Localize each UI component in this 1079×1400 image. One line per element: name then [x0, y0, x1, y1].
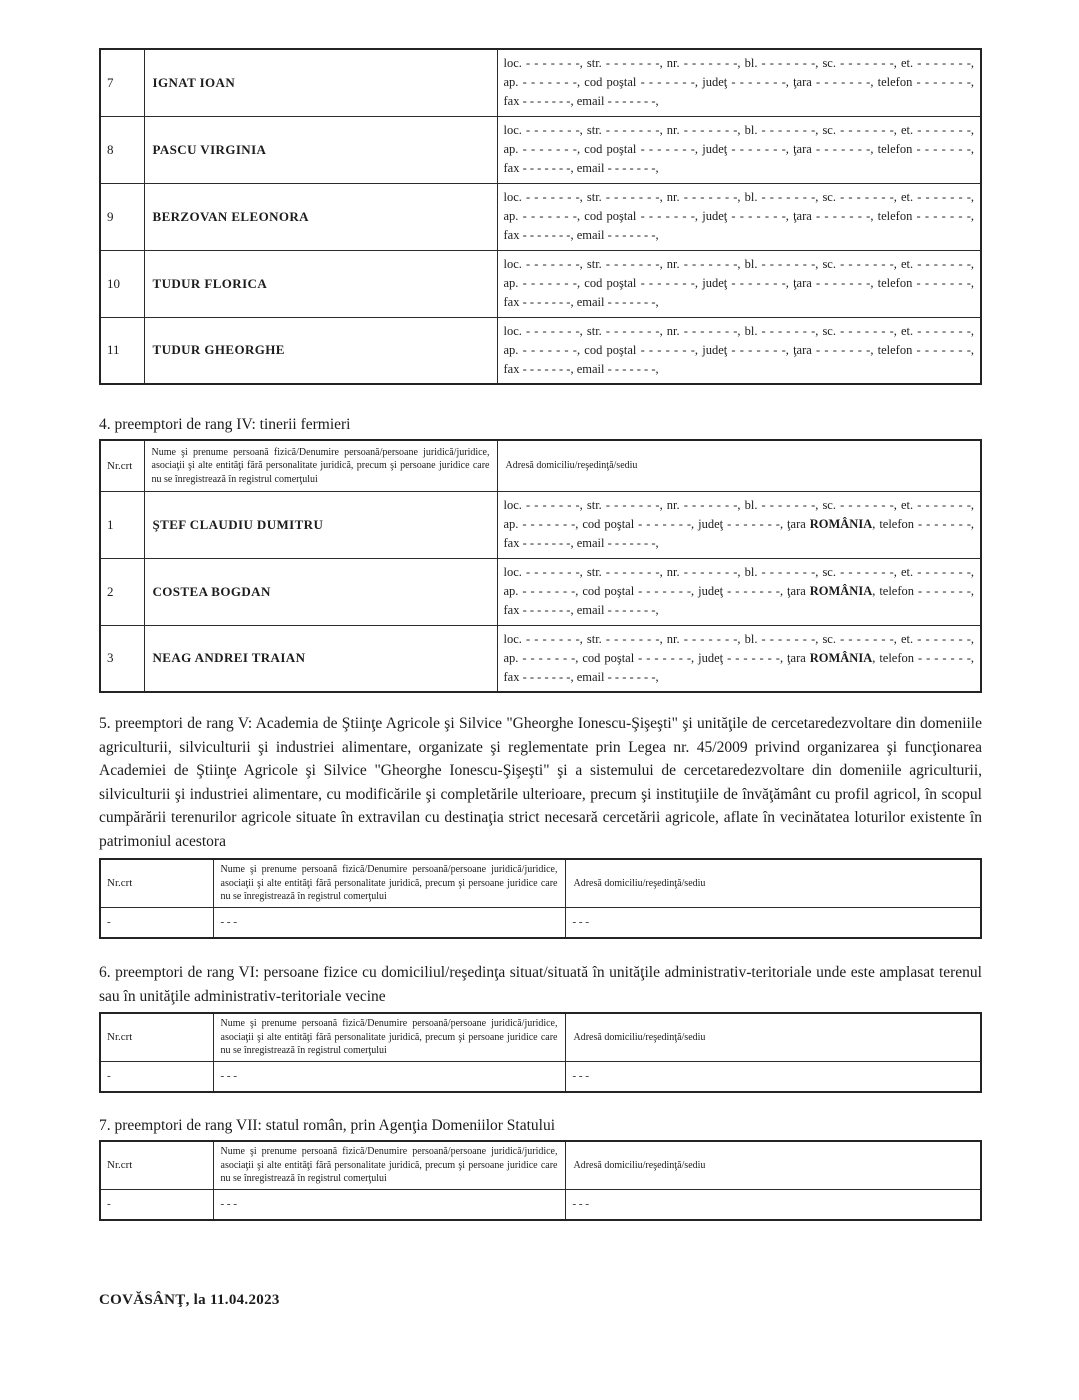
empty-row	[100, 907, 981, 938]
row-number: 7	[100, 49, 144, 116]
address-line: fax - - - - - - -, email - - - - - - -,	[503, 94, 659, 109]
address-line: fax - - - - - - -, email - - - - - - -,	[503, 603, 659, 617]
row-number: 3	[100, 625, 144, 692]
empty-name-cell: - - -	[213, 1189, 565, 1220]
column-header-name: Nume şi prenume persoană fizică/Denumire persoană/persoane juridică/juridice, asociaţii şi alte entităţi fără personalitate juridică, precum şi persoane juridice care nu se înregistrează în registrul comerţului	[213, 1141, 565, 1189]
preemptors-table-rang-iii	[99, 48, 982, 385]
column-header-nr: Nr.crt	[100, 1141, 213, 1189]
section7-title: 7. preemptori de rang VII: statul român, prin Agenţia Domeniilor Statului	[99, 1117, 556, 1134]
empty-address-cell: - - -	[565, 1189, 981, 1220]
table-row	[100, 183, 981, 250]
person-name: COSTEA BOGDAN	[144, 558, 497, 625]
address-cell	[497, 116, 981, 183]
empty-name-cell: - - -	[213, 907, 565, 938]
country-name: ROMÂNIA	[809, 517, 873, 531]
section6-paragraph: 6. preemptori de rang VI: persoane fizice cu domiciliul/reşedinţa situat/situată în unităţile administrativ-teritoriale unde este amplasat terenul sau în unităţile administrativ-teritoriale vecine	[99, 964, 982, 1005]
address-line: ap. - - - - - - -, cod poştal - - - - - - -, judeţ - - - - - - -, ţara - - - - - - -, telefon - - - - - - -,	[503, 209, 974, 223]
country-name: ROMÂNIA	[809, 584, 873, 598]
empty-name-cell: - - -	[213, 1061, 565, 1092]
address-line: fax - - - - - - -, email - - - - - - -,	[503, 536, 659, 550]
address-line	[504, 582, 975, 601]
address-cell	[497, 49, 981, 116]
country-name: ROMÂNIA	[809, 650, 873, 665]
address-cell	[497, 491, 981, 558]
row-number: 11	[100, 317, 144, 384]
table-row	[100, 625, 981, 692]
person-name: ŞTEF CLAUDIU DUMITRU	[144, 491, 497, 558]
person-name: TUDUR GHEORGHE	[144, 317, 497, 384]
address-line	[504, 515, 975, 534]
person-name: TUDUR FLORICA	[144, 250, 497, 317]
column-header-address: Adresă domiciliu/reşedinţă/sediu	[497, 440, 981, 491]
address-line: ap. - - - - - - -, cod poştal - - - - - - -, judeţ - - - - - - -, ţara - - - - - - -, telefon - - - - - - -,	[503, 75, 974, 90]
table-row	[100, 49, 981, 116]
address-line: fax - - - - - - -, email - - - - - - -,	[503, 161, 659, 175]
empty-address-cell: - - -	[565, 1061, 981, 1092]
address-line	[504, 649, 975, 668]
column-header-address: Adresă domiciliu/reşedinţă/sediu	[565, 859, 981, 907]
address-segment: , telefon - - - - - - -,	[872, 584, 974, 598]
column-header-name: Nume şi prenume persoană fizică/Denumire persoană/persoane juridică/juridice, asociaţii şi alte entităţi fără personalitate juridică, precum şi persoane juridice care nu se înregistrează în registrul comerţului	[213, 1013, 565, 1061]
table-header-row	[100, 859, 981, 907]
address-line: ap. - - - - - - -, cod poştal - - - - - - -, judeţ - - - - - - -, ţara - - - - - - -, telefon - - - - - - -,	[503, 276, 974, 290]
address-line: loc. - - - - - - -, str. - - - - - - -, nr. - - - - - - -, bl. - - - - - - -, sc. - - - - - - -, et. - - - - - - -,	[503, 631, 974, 646]
column-header-address: Adresă domiciliu/reşedinţă/sediu	[565, 1013, 981, 1061]
address-segment: , telefon - - - - - - -,	[872, 517, 974, 531]
table-row	[100, 558, 981, 625]
address-line: loc. - - - - - - -, str. - - - - - - -, nr. - - - - - - -, bl. - - - - - - -, sc. - - - - - - -, et. - - - - - - -,	[503, 323, 974, 338]
table-header-row	[100, 1013, 981, 1061]
address-line: loc. - - - - - - -, str. - - - - - - -, nr. - - - - - - -, bl. - - - - - - -, sc. - - - - - - -, et. - - - - - - -,	[503, 190, 974, 204]
table-header-row	[100, 440, 981, 491]
address-cell	[497, 625, 981, 692]
row-number: -	[100, 1061, 213, 1092]
row-number: 2	[100, 558, 144, 625]
address-line: loc. - - - - - - -, str. - - - - - - -, nr. - - - - - - -, bl. - - - - - - -, sc. - - - - - - -, et. - - - - - - -,	[503, 565, 974, 579]
table-row	[100, 491, 981, 558]
address-line: loc. - - - - - - -, str. - - - - - - -, nr. - - - - - - -, bl. - - - - - - -, sc. - - - - - - -, et. - - - - - - -,	[503, 257, 974, 271]
preemptors-table-rang-v	[99, 858, 982, 939]
address-segment: ap. - - - - - - -, cod poştal - - - - - - -, judeţ - - - - - - -, ţara	[503, 584, 810, 598]
row-number: -	[100, 1189, 213, 1220]
row-number: -	[100, 907, 213, 938]
column-header-nr: Nr.crt	[100, 440, 144, 491]
row-number: 1	[100, 491, 144, 558]
address-cell	[497, 183, 981, 250]
empty-address-cell: - - -	[565, 907, 981, 938]
address-segment: ap. - - - - - - -, cod poştal - - - - - - -, judeţ - - - - - - -, ţara	[503, 650, 810, 665]
address-line: ap. - - - - - - -, cod poştal - - - - - - -, judeţ - - - - - - -, ţara - - - - - - -, telefon - - - - - - -,	[503, 142, 974, 156]
section4-title: 4. preemptori de rang IV: tinerii fermieri	[99, 416, 351, 433]
address-segment: ap. - - - - - - -, cod poştal - - - - - - -, judeţ - - - - - - -, ţara	[503, 517, 810, 531]
address-cell	[497, 317, 981, 384]
column-header-address: Adresă domiciliu/reşedinţă/sediu	[565, 1141, 981, 1189]
address-line: fax - - - - - - -, email - - - - - - -,	[503, 295, 659, 309]
address-line: fax - - - - - - -, email - - - - - - -,	[503, 228, 659, 242]
preemptors-table-rang-vi	[99, 1012, 982, 1093]
address-segment: , telefon - - - - - - -,	[872, 650, 974, 665]
address-line: fax - - - - - - -, email - - - - - - -,	[503, 361, 659, 376]
address-cell	[497, 558, 981, 625]
table-row	[100, 116, 981, 183]
table-row	[100, 317, 981, 384]
empty-row	[100, 1061, 981, 1092]
person-name: BERZOVAN ELEONORA	[144, 183, 497, 250]
person-name: IGNAT IOAN	[144, 49, 497, 116]
table-row	[100, 250, 981, 317]
row-number: 9	[100, 183, 144, 250]
address-line: loc. - - - - - - -, str. - - - - - - -, nr. - - - - - - -, bl. - - - - - - -, sc. - - - - - - -, et. - - - - - - -,	[503, 56, 974, 71]
empty-row	[100, 1189, 981, 1220]
person-name: PASCU VIRGINIA	[144, 116, 497, 183]
column-header-name: Nume şi prenume persoană fizică/Denumire persoană/persoane juridică/juridice, asociaţii şi alte entităţi fără personalitate juridică, precum şi persoane juridice care nu se înregistrează în registrul comerţului	[213, 859, 565, 907]
address-line: ap. - - - - - - -, cod poştal - - - - - - -, judeţ - - - - - - -, ţara - - - - - - -, telefon - - - - - - -,	[503, 342, 974, 357]
address-line: loc. - - - - - - -, str. - - - - - - -, nr. - - - - - - -, bl. - - - - - - -, sc. - - - - - - -, et. - - - - - - -,	[503, 123, 974, 137]
section5-paragraph: 5. preemptori de rang V: Academia de Ştiinţe Agricole şi Silvice "Gheorghe Ionescu-Şişeşti" şi unităţile de cercetaredezvoltare din domeniile agriculturii, silviculturii şi industriei alimentare, organizate şi reglementate prin Legea nr. 45/2009 privind organizarea şi funcţionarea Academiei de Ştiinţe Agricole şi Silvice "Gheorghe Ionescu-Şişeşti" şi a sistemului de cercetaredezvoltare din domeniile agriculturii, silviculturii şi industriei alimentare, cu modificările şi completările ulterioare, precum şi instituţiile de învăţământ cu profil agricol, în scopul cumpărării terenurilor agricole situate în extravilan cu destinaţia strict necesară cercetării agricole, aflate în vecinătatea loturilor existente în patrimoniul acestora	[99, 715, 982, 850]
address-cell	[497, 250, 981, 317]
preemptors-table-rang-iv	[99, 439, 982, 693]
person-name: NEAG ANDREI TRAIAN	[144, 625, 497, 692]
signature-place-date: COVĂSÂNŢ, la 11.04.2023	[99, 1292, 280, 1308]
preemptors-table-rang-vii	[99, 1140, 982, 1221]
column-header-name: Nume şi prenume persoană fizică/Denumire persoană/persoane juridică/juridice, asociaţii şi alte entităţi fără personalitate juridică, precum şi persoane juridice care nu se înregistrează în registrul comerţului	[144, 440, 497, 491]
address-line: loc. - - - - - - -, str. - - - - - - -, nr. - - - - - - -, bl. - - - - - - -, sc. - - - - - - -, et. - - - - - - -,	[503, 498, 974, 512]
column-header-nr: Nr.crt	[100, 859, 213, 907]
address-line: fax - - - - - - -, email - - - - - - -,	[503, 669, 659, 684]
table-header-row	[100, 1141, 981, 1189]
row-number: 8	[100, 116, 144, 183]
column-header-nr: Nr.crt	[100, 1013, 213, 1061]
row-number: 10	[100, 250, 144, 317]
